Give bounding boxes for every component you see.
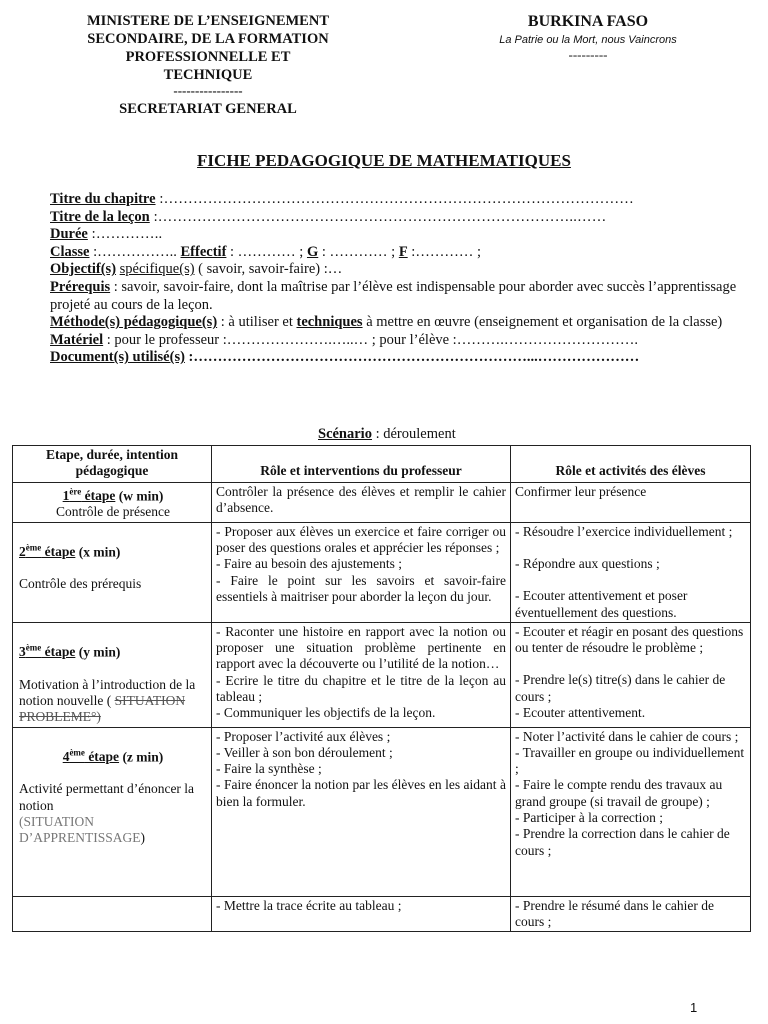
eleves-cell [511,896,751,932]
stage-intent: Activité permettant d’énoncer la notion (SITUATION D’APPRENTISSAGE) [19,781,195,846]
stage-intent: Motivation à l’introduction de la notion nouvelle ( SITUATION PROBLEME°) [19,676,196,725]
stage-cell [13,727,212,896]
field-label: Titre du chapitre [50,191,156,207]
scenario-text: : déroulement [371,426,456,442]
list-item: - Faire énoncer la notion par les élèves en les aidant à bien la formuler. [216,777,506,809]
field-blank: :…………….. [89,243,181,260]
list-item: Contrôler la présence des élèves et remplir le cahier d’absence. [216,483,506,515]
secretariat: SECRETARIAT GENERAL [119,101,297,117]
field-materiel [50,332,755,350]
field-text: à mettre en œuvre (enseignement et organisation de la classe) [362,314,723,331]
prof-cell [212,896,511,932]
scenario-table [12,445,751,932]
field-classe [50,244,755,262]
stage-cell [13,896,212,932]
table-row [13,896,751,932]
list-item: - Mettre la trace écrite au tableau ; [216,897,402,913]
field-blank: : ………… ; [318,243,399,260]
list-item: - Répondre aux questions ; [515,555,660,571]
ministry-line: TECHNIQUE [163,67,253,83]
list-item: - Faire le point sur les savoirs et savoir-faire essentiels à maitriser pour aborder la leçon du jour. [216,572,506,604]
stage-intent: Contrôle des prérequis [19,576,142,592]
ministry-line: SECONDAIRE, DE LA FORMATION [87,31,329,47]
list-item: Confirmer leur présence [515,483,647,499]
table-row [13,622,751,727]
list-item: - Ecrire le titre du chapitre et le titre de la leçon au tableau ; [216,672,506,705]
field-label: Titre de la leçon [50,208,150,225]
field-blank: :…………………………………………………………………………..…… [149,208,607,225]
stage-cell [13,522,212,622]
list-item: - Prendre le résumé dans le cahier de cours ; [515,897,715,929]
stage-cell [13,482,212,522]
field-blank: :……………………………………………………………...………………… [184,349,640,366]
field-label: Document(s) utilisé(s) [50,349,185,366]
list-item: - Ecouter et réagir en posant des questions ou tenter de résoudre le problème ; [515,623,744,656]
table-header-row [13,446,751,483]
field-label: Prérequis [50,278,111,295]
column-header: Rôle et interventions du professeur [212,446,511,483]
field-text: : savoir, savoir-faire, dont la maîtrise par l’élève est indispensable pour aborder avec succès l’apprentissage projeté au cours de la leçon. [50,278,737,313]
column-header: Etape, durée, intention pédagogique [13,446,212,483]
ministry-separator: ---------------- [173,83,243,98]
eleves-cell [511,522,751,622]
country-motto: La Patrie ou la Mort, nous Vaincrons [499,34,677,46]
list-item: - Faire au besoin des ajustements ; [216,556,402,572]
country-separator: --------- [568,47,608,62]
field-lecon [50,209,755,227]
list-item: - Participer à la correction ; [515,810,664,826]
scenario-heading [318,426,456,443]
field-label: G [306,243,319,260]
field-objectif [50,261,755,279]
list-item: - Ecouter attentivement. [515,705,646,721]
eleves-cell [511,482,751,522]
field-blank: : ………… ; [226,243,307,260]
stage-cell [13,622,212,727]
field-label: Objectif(s) [50,261,117,278]
field-methode [50,314,755,332]
field-blank: :………… ; [407,243,481,260]
field-label: Méthode(s) pédagogique(s) [50,314,218,331]
field-duree [50,226,755,244]
field-label: techniques [296,314,363,331]
grey-text: (SITUATION D’APPRENTISSAGE [19,813,141,846]
eleves-cell [511,622,751,727]
field-label: Matériel [50,331,104,348]
stage-title: 3ème étape (y min) [19,642,121,660]
field-text: ( savoir, savoir-faire) :… [194,261,343,278]
list-item: - Ecouter attentivement et poser éventuellement des questions. [515,588,688,620]
field-label: spécifique(s) [119,261,195,278]
lesson-info [50,191,755,367]
list-item: - Faire la synthèse ; [216,761,322,777]
ministry-header [50,12,366,118]
field-prerequis [50,279,755,314]
list-item: - Travailler en groupe ou individuellement ; [515,744,745,777]
field-documents [50,349,755,367]
prof-cell [212,482,511,522]
field-label: Durée [50,226,88,243]
column-header: Rôle et activités des élèves [511,446,751,483]
eleves-cell [511,727,751,896]
ministry-line: MINISTERE DE L’ENSEIGNEMENT [87,13,329,29]
stage-title: 2ème étape (x min) [19,542,121,560]
prof-cell [212,622,511,727]
field-blank: :…………………………………………………………………………………… [155,191,635,207]
list-item: - Proposer aux élèves un exercice et faire corriger ou poser des questions orales et apprécier les réponses ; [216,523,506,555]
country-header [452,12,724,62]
list-item: - Proposer l’activité aux élèves ; [216,728,391,744]
prof-cell [212,727,511,896]
list-item: - Communiquer les objectifs de la leçon. [216,705,436,721]
field-label: Effectif [180,243,227,260]
prof-cell [212,522,511,622]
list-item: - Faire le compte rendu des travaux au grand groupe (si travail de groupe) ; [515,777,723,809]
scenario-label: Scénario [318,426,372,442]
ministry-line: PROFESSIONNELLE ET [125,49,291,65]
field-chapitre [50,191,755,209]
list-item: - Noter l’activité dans le cahier de cours ; [515,728,739,744]
list-item: - Prendre le(s) titre(s) dans le cahier de cours ; [515,672,726,704]
field-label: Classe [50,243,90,260]
list-item: - Veiller à son bon déroulement ; [216,744,393,760]
country-name: BURKINA FASO [527,13,649,30]
list-item: - Raconter une histoire en rapport avec la notion ou proposer une situation problème pertinente en rapport avec la découverte ou l’utilité de la notion… [216,623,506,672]
stage-intent: Contrôle de présence [56,504,170,520]
stage-title: 1ère étape (w min) [62,486,164,504]
field-text: : pour le professeur :………………….…..… ; pour l’élève :……….………………………. [103,331,638,348]
list-item: - Prendre la correction dans le cahier de cours ; [515,826,730,858]
page-number: 1 [690,1000,698,1015]
table-row [13,522,751,622]
table-row [13,727,751,896]
list-item: - Résoudre l’exercice individuellement ; [515,523,733,539]
stage-title: 4ème étape (z min) [62,747,164,765]
table-row [13,482,751,522]
field-blank: :………….. [87,226,163,243]
struck-text: SITUATION PROBLEME°) [19,692,186,725]
field-label: F [398,243,408,260]
field-text: : à utiliser et [217,314,297,331]
page-title: FICHE PEDAGOGIQUE DE MATHEMATIQUES [197,151,571,170]
